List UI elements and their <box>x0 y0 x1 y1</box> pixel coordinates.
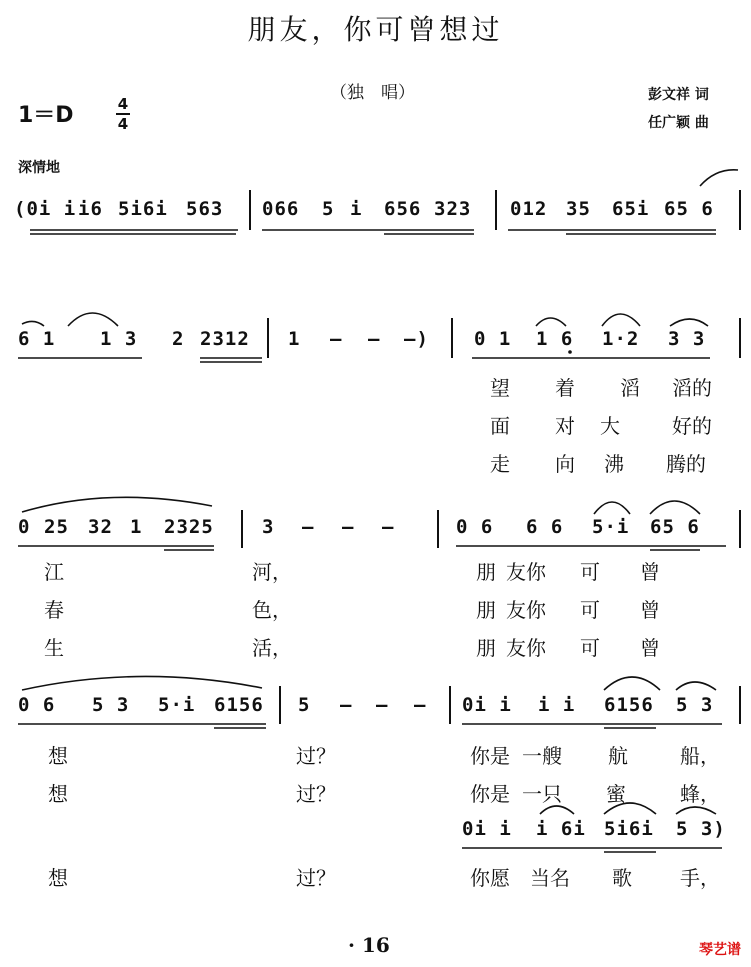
note-group: 5·i <box>158 694 196 716</box>
lyric-word: 你是 <box>470 782 510 806</box>
lyric-word: 可 <box>580 598 600 622</box>
lyricist-credit: 彭文祥 词 <box>648 87 709 103</box>
note-group: 2312 <box>200 328 250 350</box>
note-group: 3 <box>262 516 275 538</box>
tempo-marking: 深情地 <box>18 160 60 176</box>
lyric-word: 友你 <box>506 636 546 660</box>
lyric-word: 色， <box>252 598 292 622</box>
lyric-word: 沸 <box>604 452 624 476</box>
note-group: – <box>302 516 315 538</box>
lyric-word: 朋 <box>476 598 496 622</box>
note-group: i i <box>538 694 576 716</box>
lyric-word: 对 <box>555 414 575 438</box>
lyric-word: 腾的 <box>666 452 706 476</box>
lyric-word: 船， <box>680 744 720 768</box>
lyric-word: 你愿 <box>470 866 510 890</box>
note-group: 65i <box>612 198 650 220</box>
time-signature-bottom: 4 <box>117 115 129 133</box>
lyric-word: 河， <box>252 560 292 584</box>
note-group: 2325 <box>164 516 214 538</box>
note-group: 1 6 <box>536 328 574 350</box>
note-group: – <box>340 694 353 716</box>
composer-credit: 任广颖 曲 <box>648 115 709 131</box>
note-group: i6 <box>78 198 103 220</box>
lyric-word: 想 <box>48 782 68 806</box>
lyric-word: 可 <box>580 636 600 660</box>
note-group: 5i6i <box>604 818 654 840</box>
note-group: 323 <box>434 198 472 220</box>
note-group: 6 6 <box>526 516 564 538</box>
lyric-word: 手， <box>680 866 720 890</box>
note-group: 563 <box>186 198 224 220</box>
lyric-word: 江 <box>44 560 64 584</box>
note-group: 5 3) <box>676 818 726 840</box>
slurs <box>22 170 738 814</box>
note-group: – <box>342 516 355 538</box>
note-group: 25 <box>44 516 69 538</box>
note-group: 1·2 <box>602 328 640 350</box>
lyric-word: 过？ <box>296 782 336 806</box>
note-group: 35 <box>566 198 591 220</box>
lyric-word: 活， <box>252 636 292 660</box>
lyric-word: 航 <box>608 744 628 768</box>
lyric-word: 蜂， <box>680 782 720 806</box>
note-group: – <box>382 516 395 538</box>
lyric-word: 蜜 <box>606 782 626 806</box>
bar-lines <box>242 190 740 724</box>
note-group: 0i i <box>462 694 512 716</box>
lyric-word: 过？ <box>296 866 336 890</box>
lyric-word: 当名 <box>530 866 570 890</box>
note-group: – <box>330 328 343 350</box>
note-group: 5 <box>298 694 311 716</box>
note-group: 012 <box>510 198 548 220</box>
lyric-word: 曾 <box>640 598 660 622</box>
note-group: 2 <box>172 328 185 350</box>
lyric-word: 想 <box>48 744 68 768</box>
lyric-word: 朋 <box>476 560 496 584</box>
note-group: 6156 <box>214 694 264 716</box>
note-group: 5 3 <box>676 694 714 716</box>
lyric-word: 可 <box>580 560 600 584</box>
note-group: 1 3 <box>100 328 138 350</box>
note-group: 5 3 <box>92 694 130 716</box>
lyric-word: 着 <box>555 376 575 400</box>
lyric-word: 一艘 <box>522 744 562 768</box>
note-group: 3 3 <box>668 328 706 350</box>
lyric-word: 生 <box>44 636 64 660</box>
note-group: 5·i <box>592 516 630 538</box>
lyric-word: 曾 <box>640 560 660 584</box>
note-group: – <box>368 328 381 350</box>
lyric-word: 友你 <box>506 598 546 622</box>
performance-type: （独 唱） <box>330 83 415 103</box>
note-group: –) <box>404 328 429 350</box>
lyric-word: 歌 <box>612 866 632 890</box>
note-group: i <box>350 198 363 220</box>
lyric-word: 面 <box>490 414 510 438</box>
note-group: 1 <box>288 328 301 350</box>
lyric-word: 向 <box>555 452 575 476</box>
note-group: i 6i <box>536 818 586 840</box>
note-group: 6156 <box>604 694 654 716</box>
note-group: 65 6 <box>664 198 714 220</box>
lyric-word: 滔 <box>620 376 640 400</box>
note-group: 0 <box>18 516 31 538</box>
lyric-word: 一只 <box>522 782 562 806</box>
watermark-logo: 琴艺谱 <box>699 942 741 958</box>
key-signature: 1＝D <box>18 103 74 128</box>
lyric-word: 好的 <box>672 414 712 438</box>
note-group: 656 <box>384 198 422 220</box>
lyric-word: 滔的 <box>672 376 712 400</box>
note-group: 0 1 <box>474 328 512 350</box>
note-group: 6 1 <box>18 328 56 350</box>
note-group: – <box>414 694 427 716</box>
song-title: 朋友，你可曾想过 <box>247 13 504 46</box>
note-group: 0 6 <box>456 516 494 538</box>
lyric-word: 过？ <box>296 744 336 768</box>
lyric-word: 大 <box>600 414 620 438</box>
note-group: (0i i <box>14 198 77 220</box>
lyric-word: 曾 <box>640 636 660 660</box>
lyric-word: 走 <box>490 452 510 476</box>
lyric-word: 朋 <box>476 636 496 660</box>
lyric-word: 春 <box>44 598 64 622</box>
note-group: 0i i <box>462 818 512 840</box>
note-group: 1 <box>130 516 143 538</box>
note-group: 65 6 <box>650 516 700 538</box>
page-number: · 16 <box>348 933 390 957</box>
note-group: 0 6 <box>18 694 56 716</box>
lyric-word: 想 <box>48 866 68 890</box>
note-group: – <box>376 694 389 716</box>
note-group: 5i6i <box>118 198 168 220</box>
note-group: 066 <box>262 198 300 220</box>
lyric-word: 你是 <box>470 744 510 768</box>
note-group: 5 <box>322 198 335 220</box>
beam-lines <box>18 230 726 852</box>
time-signature-top: 4 <box>117 95 129 113</box>
note-group: 32 <box>88 516 113 538</box>
octave-dots <box>568 350 572 354</box>
lyric-word: 望 <box>490 376 510 400</box>
lyric-word: 友你 <box>506 560 546 584</box>
